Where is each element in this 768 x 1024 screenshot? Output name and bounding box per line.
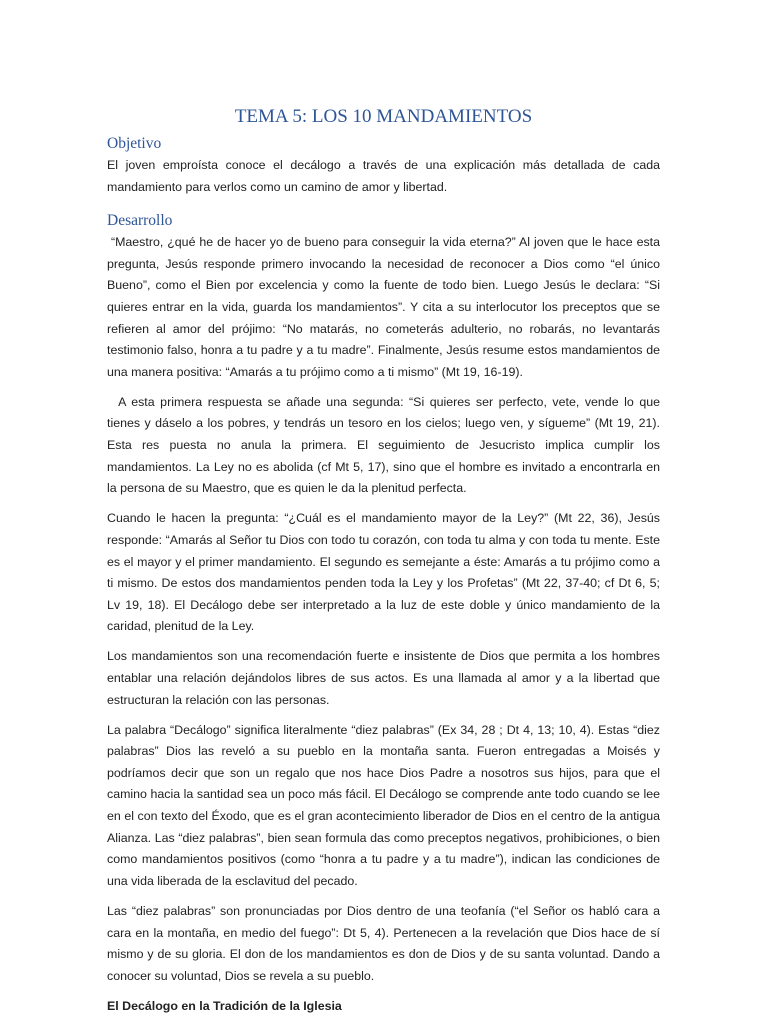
desarrollo-paragraph-1: “Maestro, ¿qué he de hacer yo de bueno para conseguir la vida eterna?” Al joven que le hace esta pregunta, Jesús responde primero invocando la necesidad de reconocer a Dios como “el único Bueno”, como el Bien por excelencia y como la fuente de todo bien. Luego Jesús le declara: “Si quieres entrar en la vida, guarda los mandamientos”. Y cita a su interlocutor los preceptos que se refieren al amor del prójimo: “No matarás, no cometerás adulterio, no robarás, no levantarás testimonio falso, honra a tu padre y a tu madre”. Finalmente, Jesús resume estos mandamientos de una manera positiva: “Amarás a tu prójimo como a ti mismo” (Mt 19, 16-19). (107, 235, 664, 379)
document-title: TEMA 5: LOS 10 MANDAMIENTOS (234, 106, 533, 127)
section-heading-tradicion: El Decálogo en la Tradición de la Iglesia (107, 998, 342, 1013)
section-heading-desarrollo: Desarrollo (107, 212, 173, 230)
objetivo-paragraph: El joven emproísta conoce el decálogo a través de una explicación más detallada de cada mandamiento para verlos como un camino de amor y libertad. (107, 158, 660, 194)
section-heading-objetivo: Objetivo (107, 135, 162, 152)
desarrollo-paragraph-2: A esta primera respuesta se añade una segunda: “Si quieres ser perfecto, vete, vende lo que tienes y dáselo a los pobres, y tendrás un tesoro en los cielos; luego ven, y sígueme” (Mt 19, 21). Esta res puesta no anula la primera. El seguimiento de Jesucristo implica cumplir los mandamientos. La Ley no es abolida (cf Mt 5, 17), sino que el hombre es invitado a encontrarla en la persona de su Maestro, que es quien le da la plenitud perfecta. (107, 394, 664, 496)
desarrollo-paragraph-6: Las “diez palabras” son pronunciadas por Dios dentro de una teofanía (“el Señor os habló cara a cara en la montaña, en medio del fuego”: Dt 5, 4). Pertenecen a la revelación que Dios hace de sí mismo y de su gloria. El don de los mandamientos es don de Dios y de su santa voluntad. Dando a conocer su voluntad, Dios se revela a su pueblo. (107, 903, 660, 983)
desarrollo-paragraph-5: La palabra “Decálogo” significa literalmente “diez palabras” (Ex 34, 28 ; Dt 4, 13; 10, 4). Estas “diez palabras” Dios las reveló a su pueblo en la montaña santa. Fueron entregadas a Moisés y podríamos decir que son un regalo que nos hace Dios Padre a nosotros sus hijos, para que el camino hacia la santidad sea un poco más fácil. El Decálogo se comprende ante todo cuando se lee en el con texto del Éxodo, que es el gran acontecimiento liberador de Dios en el centro de la antigua Alianza. Las “diez palabras”, bien sean formula das como preceptos negativos, prohibiciones, o bien como mandamientos positivos (como “honra a tu padre y a tu madre”), indican las condiciones de una vida liberada de la esclavitud del pecado. (107, 722, 660, 888)
desarrollo-paragraph-4: Los mandamientos son una recomendación fuerte e insistente de Dios que permita a los hombres entablar una relación dejándolos libres de sus actos. Es una llamada al amor y a la libertad que estructuran la relación con las personas. (107, 649, 660, 707)
document-content (107, 104, 664, 1017)
desarrollo-paragraph-3: Cuando le hacen la pregunta: “¿Cuál es el mandamiento mayor de la Ley?” (Mt 22, 36), Jesús responde: “Amarás al Señor tu Dios con todo tu corazón, con toda tu alma y con toda tu mente. Este es el mayor y el primer mandamiento. El segundo es semejante a éste: Amarás a tu prójimo como a ti mismo. De estos dos mandamientos penden toda la Ley y los Profetas” (Mt 22, 37-40; cf Dt 6, 5; Lv 19, 18). El Decálogo debe ser interpretado a la luz de este doble y único mandamiento de la caridad, plenitud de la Ley. (107, 511, 660, 634)
